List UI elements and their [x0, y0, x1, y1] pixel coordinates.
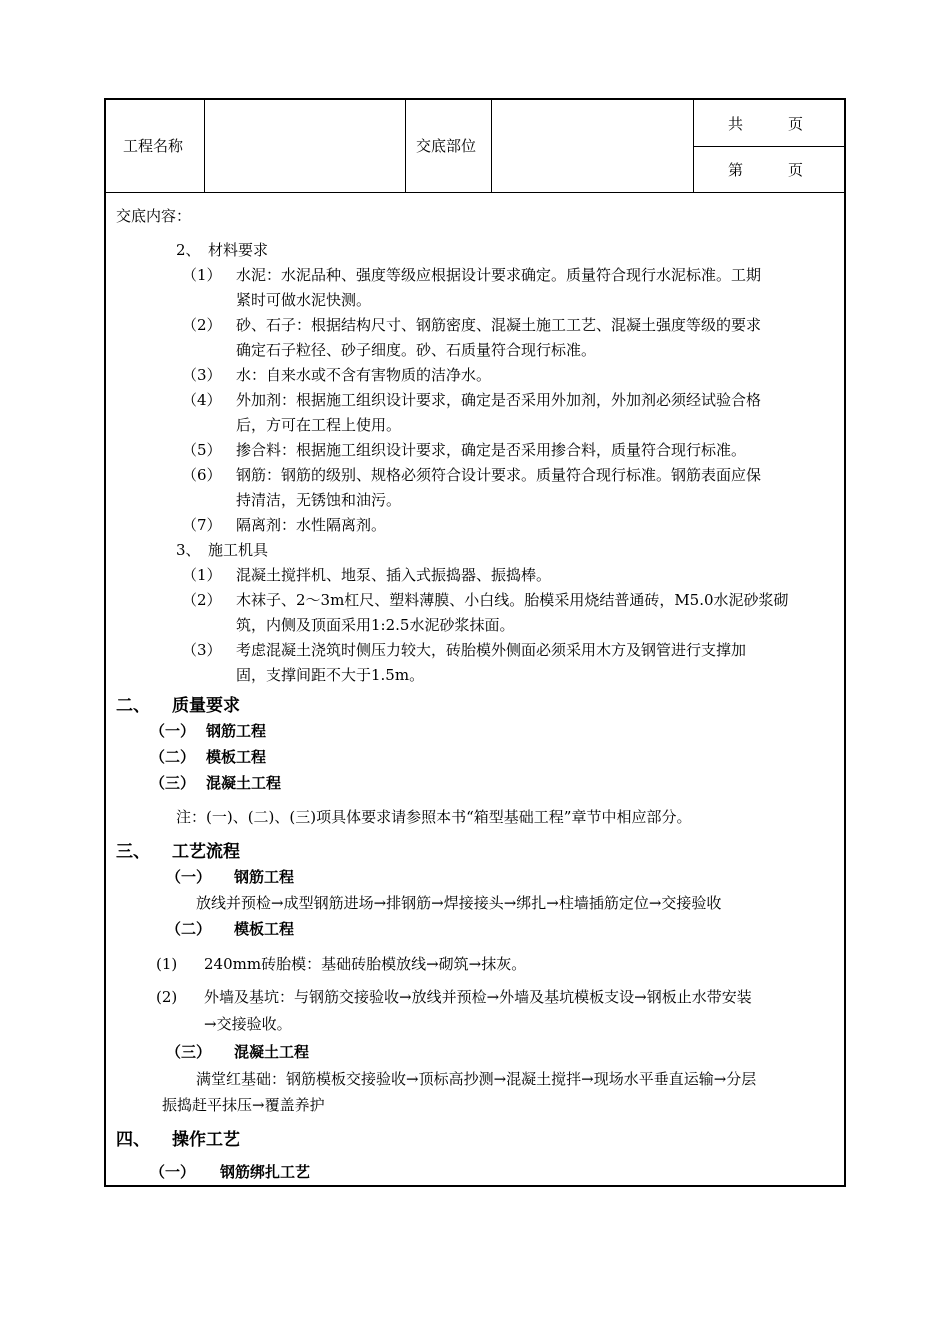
content-label: 交底内容： [116, 207, 192, 225]
section-num: 二、 [116, 696, 150, 716]
list-item: 混凝土搅拌机、地泵、插入式振捣器、振捣棒。 [236, 566, 552, 584]
sub-num: （二） [166, 920, 212, 938]
list-item: 持清洁，无锈蚀和油污。 [236, 491, 402, 509]
list-item: 掺合料：根据施工组织设计要求，确定是否采用掺合料，质量符合现行标准。 [236, 441, 747, 459]
section-heading: 质量要求 [172, 696, 240, 716]
tools-heading: 3、 施工机具 [176, 541, 269, 559]
list-item-num: （4） [182, 391, 222, 409]
page-number: 第 页 [728, 161, 804, 179]
list-item-num: （2） [182, 591, 222, 609]
list-item: 水泥：水泥品种、强度等级应根据设计要求确定。质量符合现行水泥标准。工期 [236, 266, 762, 284]
sub-num: （一） [166, 868, 212, 886]
header-bottom-line [106, 192, 846, 193]
sub-num: （一） [150, 1163, 196, 1181]
sub-heading: 混凝土工程 [206, 774, 282, 792]
sub-num: （一） [150, 722, 196, 740]
list-item: 确定石子粒径、砂子细度。砂、石质量符合现行标准。 [236, 341, 597, 359]
sub-heading: 混凝土工程 [234, 1043, 310, 1061]
location-label: 交底部位 [416, 137, 477, 155]
flow-text: 振捣赶平抹压→覆盖养护 [162, 1096, 325, 1114]
project-name-label: 工程名称 [123, 137, 184, 155]
sub-num: （三） [150, 774, 196, 792]
section-num: 四、 [116, 1130, 150, 1150]
total-pages: 共 页 [728, 115, 804, 133]
list-item: →交接验收。 [204, 1015, 292, 1033]
sub-heading: 模板工程 [206, 748, 267, 766]
sub-num: （三） [166, 1043, 212, 1061]
list-item-num: （3） [182, 366, 222, 384]
list-item-num: (1) [156, 955, 178, 973]
list-item: 考虑混凝土浇筑时侧压力较大，砖胎模外侧面必须采用木方及钢管进行支撑加 [236, 641, 747, 659]
note: 注：(一)、(二)、(三)项具体要求请参照本书“箱型基础工程”章节中相应部分。 [176, 808, 692, 826]
flow-text: 满堂红基础：钢筋模板交接验收→顶标高抄测→混凝土搅拌→现场水平垂直运输→分层 [196, 1070, 757, 1088]
list-item-num: (2) [156, 988, 178, 1006]
list-item-num: （5） [182, 441, 222, 459]
sub-heading: 钢筋绑扎工艺 [220, 1163, 311, 1181]
grid-line [204, 100, 205, 193]
list-item: 固，支撑间距不大于1.5m。 [236, 666, 425, 684]
grid-line [693, 146, 846, 147]
list-item: 外加剂：根据施工组织设计要求，确定是否采用外加剂，外加剂必须经试验合格 [236, 391, 762, 409]
list-item-num: （2） [182, 316, 222, 334]
list-item-num: （7） [182, 516, 222, 534]
sub-heading: 钢筋工程 [234, 868, 295, 886]
section-num: 三、 [116, 842, 150, 862]
grid-line [405, 100, 406, 193]
list-item: 隔离剂：水性隔离剂。 [236, 516, 387, 534]
list-item: 后，方可在工程上使用。 [236, 416, 402, 434]
materials-heading: 2、 材料要求 [176, 241, 269, 259]
list-item: 砂、石子：根据结构尺寸、钢筋密度、混凝土施工工艺、混凝土强度等级的要求 [236, 316, 762, 334]
list-item: 240mm砖胎模：基础砖胎模放线→砌筑→抹灰。 [204, 955, 527, 973]
list-item: 钢筋：钢筋的级别、规格必须符合设计要求。质量符合现行标准。钢筋表面应保 [236, 466, 762, 484]
sub-num: （二） [150, 748, 196, 766]
section-heading: 工艺流程 [172, 842, 240, 862]
grid-line [491, 100, 492, 193]
list-item-num: （1） [182, 566, 222, 584]
list-item: 筑，内侧及顶面采用1:2.5水泥砂浆抹面。 [236, 616, 515, 634]
sub-heading: 模板工程 [234, 920, 295, 938]
section-heading: 操作工艺 [172, 1130, 240, 1150]
list-item: 水：自来水或不含有害物质的洁净水。 [236, 366, 492, 384]
sub-heading: 钢筋工程 [206, 722, 267, 740]
list-item: 紧时可做水泥快测。 [236, 291, 372, 309]
list-item: 木袜子、2～3m杠尺、塑料薄膜、小白线。胎模采用烧结普通砖，M5.0水泥砂浆砌 [236, 591, 789, 609]
list-item-num: （1） [182, 266, 222, 284]
list-item-num: （3） [182, 641, 222, 659]
list-item-num: （6） [182, 466, 222, 484]
flow-text: 放线并预检→成型钢筋进场→排钢筋→焊接接头→绑扎→柱墙插筋定位→交接验收 [196, 894, 722, 912]
list-item: 外墙及基坑：与钢筋交接验收→放线并预检→外墙及基坑模板支设→钢板止水带安装 [204, 988, 752, 1006]
